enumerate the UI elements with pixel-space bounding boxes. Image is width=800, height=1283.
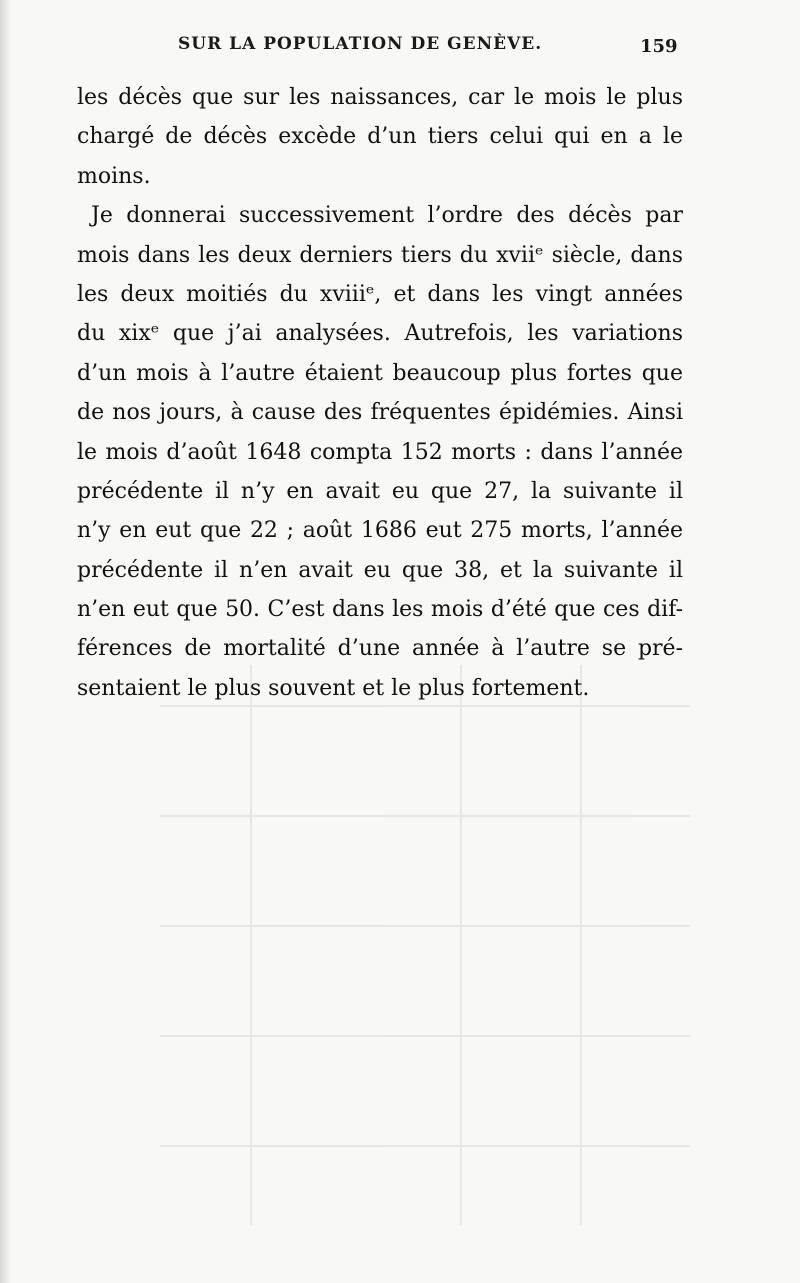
text-line: n’en eut que 50. C’est dans les mois d’été que ces dif-: [77, 597, 683, 623]
text-line: de nos jours, à cause des fréquentes épidémies. Ainsi: [77, 400, 683, 426]
text-line: mois dans les deux derniers tiers du xviiᵉ siècle, dans: [77, 242, 683, 268]
text-line: férences de mortalité d’une année à l’autre se pré-: [77, 636, 683, 662]
page-number: 159: [640, 36, 678, 57]
text-line: les décès que sur les naissances, car le mois le plus: [77, 85, 683, 110]
text-line: Je donnerai successivement l’ordre des décès par: [91, 203, 683, 229]
text-line: précédente il n’y en avait eu que 27, la suivante il: [77, 478, 683, 504]
text-line: le mois d’août 1648 compta 152 morts : dans l’année: [77, 439, 683, 465]
text-line: du xixᵉ que j’ai analysées. Autrefois, les variations: [77, 321, 683, 347]
text-line: précédente il n’en avait eu que 38, et la suivante il: [77, 557, 683, 583]
body-text: [77, 78, 683, 708]
text-line: d’un mois à l’autre étaient beaucoup plus fortes que: [77, 360, 683, 386]
text-line: sentaient le plus souvent et le plus fortement.: [77, 675, 590, 701]
running-head: SUR LA POPULATION DE GENÈVE.: [178, 34, 543, 54]
text-line: chargé de décès excède d’un tiers celui qui en a le: [77, 124, 683, 150]
text-line: les deux moitiés du xviiiᵉ, et dans les vingt années: [77, 281, 683, 307]
bleed-through-table: [160, 665, 690, 1225]
text-line: moins.: [77, 163, 151, 189]
page-edge-shadow: [0, 0, 10, 1283]
text-line: n’y en eut que 22 ; août 1686 eut 275 morts, l’année: [77, 518, 683, 544]
